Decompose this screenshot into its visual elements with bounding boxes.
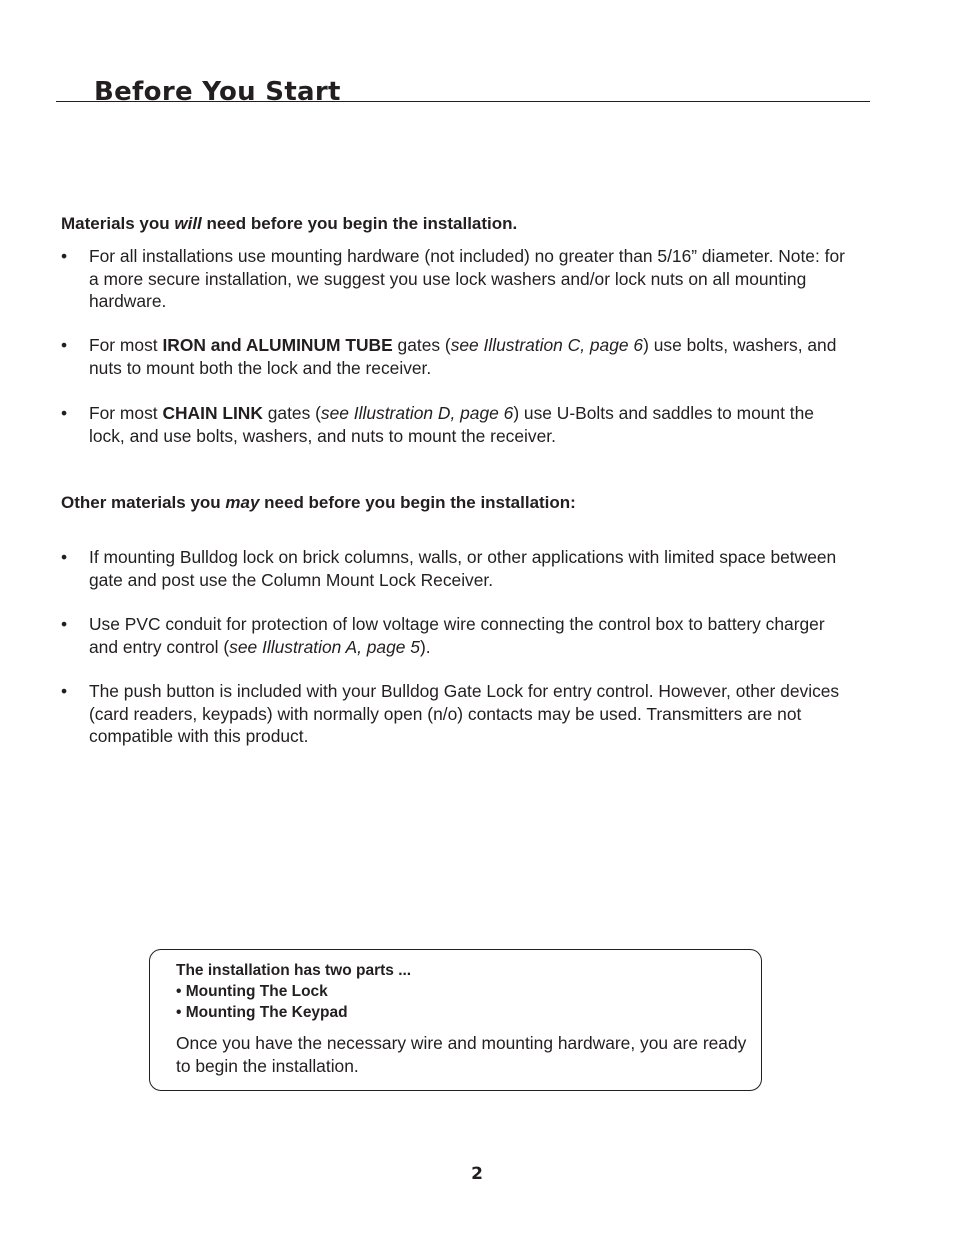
list-item-text: For most IRON and ALUMINUM TUBE gates (see Illustration C, page 6) use bolts, washers, and nuts to mount both the lock and the receiver.	[89, 335, 837, 378]
bullet-marker: •	[61, 614, 68, 634]
callout-item-keypad: • Mounting The Keypad	[176, 1004, 348, 1021]
list-item-text: For most CHAIN LINK gates (see Illustration D, page 6) use U-Bolts and saddles to mount the lock, and use bolts, washers, and nuts to mount the receiver.	[89, 403, 814, 446]
callout-text: Once you have the necessary wire and mounting hardware, you are ready to begin the installation.	[176, 1033, 747, 1076]
page-title: Before You Start	[94, 77, 341, 107]
list-item	[61, 613, 851, 658]
materials-required-heading	[61, 213, 517, 235]
list-item-text: If mounting Bulldog lock on brick columns, walls, or other applications with limited space between gate and post use the Column Mount Lock Receiver.	[89, 547, 837, 590]
list-item	[61, 245, 851, 313]
heading-text: need before you begin the installation.	[201, 214, 518, 233]
page-number: 2	[471, 1164, 483, 1184]
callout-heading: The installation has two parts ...	[176, 962, 412, 979]
bullet-marker: •	[61, 547, 68, 567]
heading-emphasis: will	[174, 214, 202, 233]
list-item-text: Use PVC conduit for protection of low voltage wire connecting the control box to battery charger and entry control (see Illustration A, page 5).	[89, 614, 825, 657]
heading-text: Other materials you	[61, 493, 226, 512]
list-item	[61, 334, 851, 379]
list-item	[61, 546, 851, 591]
heading-emphasis: may	[225, 493, 260, 512]
list-item-text: For all installations use mounting hardware (not included) no greater than 5/16” diameter. Note: for a more secure installation, we suggest you use lock washers and/or lock nuts on all mounting hardware.	[89, 246, 845, 311]
bullet-marker: •	[61, 681, 68, 701]
callout-item-lock: • Mounting The Lock	[176, 983, 328, 1000]
installation-parts-callout	[149, 949, 762, 1091]
heading-text: need before you begin the installation:	[259, 493, 576, 512]
bullet-marker: •	[61, 246, 68, 266]
heading-text: Materials you	[61, 214, 175, 233]
list-item	[61, 680, 851, 748]
bullet-marker: •	[61, 335, 68, 355]
list-item-text: The push button is included with your Bulldog Gate Lock for entry control. However, other devices (card readers, keypads) with normally open (n/o) contacts may be used. Transmitters are not compatible with this product.	[89, 681, 840, 746]
list-item	[61, 402, 851, 447]
title-rule	[56, 101, 870, 102]
bullet-marker: •	[61, 403, 68, 423]
materials-optional-heading	[61, 492, 576, 514]
